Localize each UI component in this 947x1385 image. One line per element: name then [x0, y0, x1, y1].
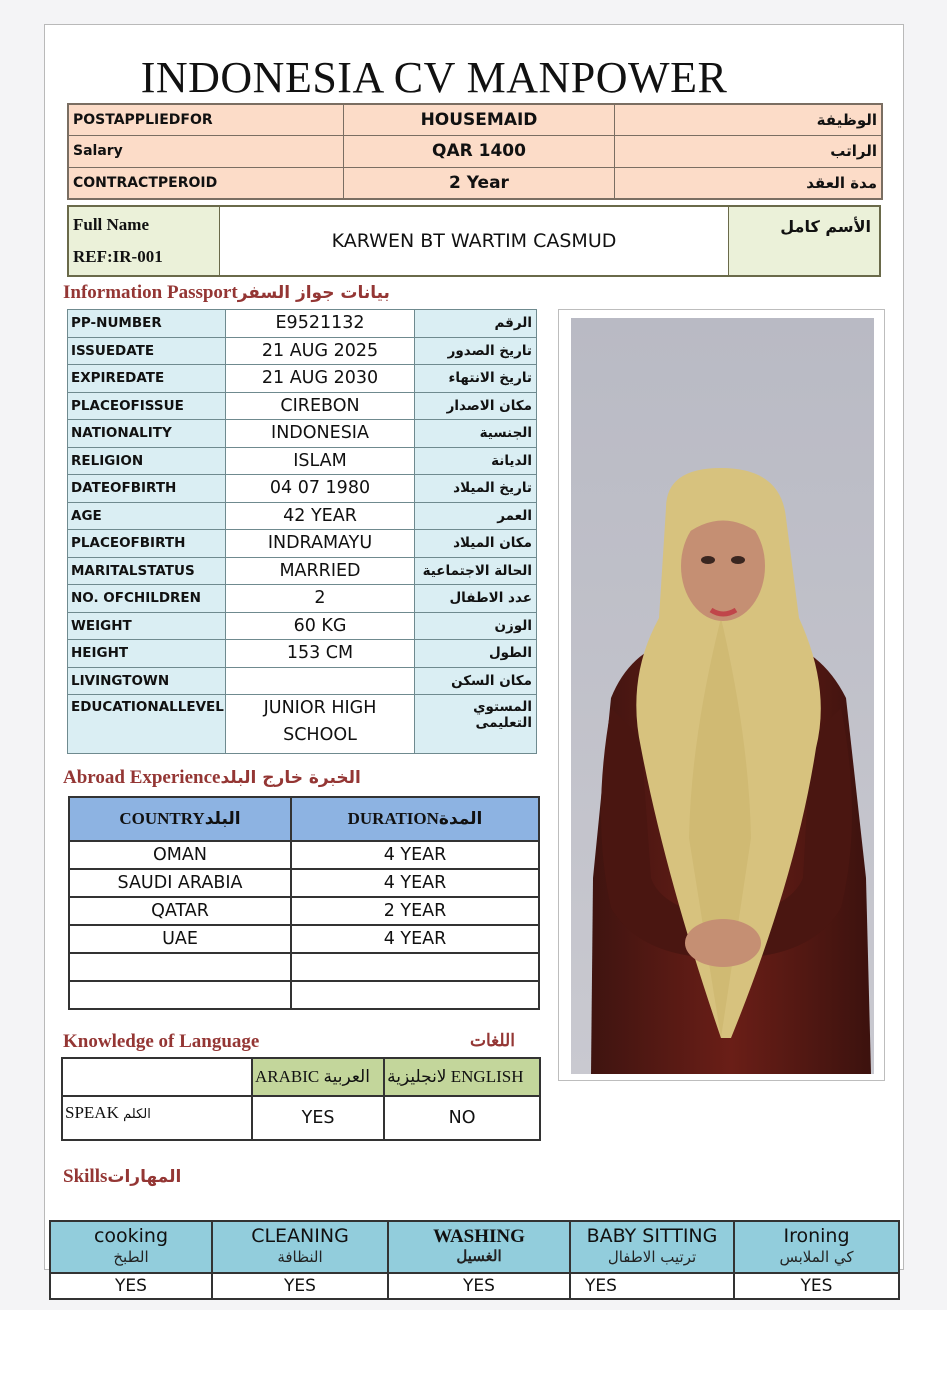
job-row-post — [68, 104, 882, 136]
pp-label-ar: المستوي التعليمى — [415, 695, 537, 754]
table-row — [69, 841, 539, 869]
english-header-en: ENGLISH — [450, 1067, 524, 1086]
experience-heading-ar: الخبرة خارج البلد — [220, 768, 361, 788]
pp-label: DATEOFBIRTH — [68, 475, 226, 503]
pp-value: INDONESIA — [226, 420, 415, 448]
table-row — [68, 337, 537, 365]
applicant-photo — [571, 318, 874, 1074]
speak-label-ar: الكلم — [123, 1107, 151, 1122]
pp-label-ar: مكان الاصدار — [415, 392, 537, 420]
table-row — [69, 981, 539, 1009]
speak-label — [62, 1096, 252, 1140]
pp-label-ar: العمر — [415, 502, 537, 530]
pp-label-ar: الوزن — [415, 612, 537, 640]
document-title: INDONESIA CV MANPOWER — [140, 53, 728, 102]
pp-value: 153 CM — [226, 640, 415, 668]
pp-label-ar: تاريخ الميلاد — [415, 475, 537, 503]
table-row — [68, 612, 537, 640]
table-row — [68, 557, 537, 585]
full-name-value: KARWEN BT WARTIM CASMUD — [220, 206, 729, 276]
experience-heading — [63, 767, 361, 789]
pp-label: ISSUEDATE — [68, 337, 226, 365]
duration-header-en: DURATION — [347, 809, 439, 828]
pp-value: JUNIOR HIGH SCHOOL — [226, 695, 415, 754]
job-value: 2 Year — [344, 167, 615, 199]
duration-cell — [291, 981, 539, 1009]
language-heading: Knowledge of Language — [63, 1031, 260, 1052]
country-header-ar: البلد — [204, 809, 241, 829]
experience-heading-en: Abroad Experience — [63, 767, 221, 788]
pp-label: EXPIREDATE — [68, 365, 226, 393]
language-table — [61, 1057, 541, 1141]
skills-heading-ar: المهارات — [107, 1167, 182, 1187]
passport-heading-en: Information Passport — [63, 282, 238, 303]
blank-cell — [62, 1058, 252, 1096]
pp-value: MARRIED — [226, 557, 415, 585]
job-label-ar: مدة العقد — [615, 167, 883, 199]
pp-label: RELIGION — [68, 447, 226, 475]
table-row — [68, 365, 537, 393]
skill-value: YES — [570, 1273, 734, 1299]
photo-frame — [558, 309, 885, 1081]
table-row — [68, 667, 537, 695]
speak-label-en: SPEAK — [65, 1103, 119, 1122]
table-row — [68, 310, 537, 338]
pp-label: WEIGHT — [68, 612, 226, 640]
english-header-ar: لانجليزية — [387, 1067, 447, 1087]
pp-label: MARITALSTATUS — [68, 557, 226, 585]
skill-name: CLEANING — [251, 1225, 349, 1247]
ref-number: REF:IR-001 — [73, 247, 163, 266]
english-header — [384, 1058, 540, 1096]
job-label: CONTRACTPEROID — [68, 167, 344, 199]
duration-cell: 2 YEAR — [291, 897, 539, 925]
pp-value: 21 AUG 2030 — [226, 365, 415, 393]
arabic-header — [252, 1058, 384, 1096]
skill-value: YES — [734, 1273, 899, 1299]
table-row — [68, 392, 537, 420]
pp-label: LIVINGTOWN — [68, 667, 226, 695]
language-heading-ar: اللغات — [470, 1031, 515, 1050]
country-cell — [69, 953, 291, 981]
job-value: QAR 1400 — [344, 136, 615, 167]
pp-label: PLACEOFISSUE — [68, 392, 226, 420]
country-cell: SAUDI ARABIA — [69, 869, 291, 897]
pp-label-ar: الجنسية — [415, 420, 537, 448]
pp-label: EDUCATIONALLEVEL — [68, 695, 226, 754]
job-label-ar: الوظيفة — [615, 104, 883, 136]
skills-heading-en: Skills — [63, 1166, 108, 1187]
language-header-row — [62, 1058, 540, 1096]
skill-cooking — [50, 1221, 212, 1273]
pp-label-ar: مكان الميلاد — [415, 530, 537, 558]
pp-label: NATIONALITY — [68, 420, 226, 448]
country-cell: OMAN — [69, 841, 291, 869]
duration-cell: 4 YEAR — [291, 869, 539, 897]
pp-value: CIREBON — [226, 392, 415, 420]
experience-header-row — [69, 797, 539, 841]
country-cell: UAE — [69, 925, 291, 953]
skills-table — [49, 1220, 900, 1300]
table-row — [68, 475, 537, 503]
skills-value-row — [50, 1273, 899, 1299]
skill-name: BABY SITTING — [586, 1225, 718, 1247]
pp-value: 21 AUG 2025 — [226, 337, 415, 365]
language-speak-row — [62, 1096, 540, 1140]
pp-label-ar: الرقم — [415, 310, 537, 338]
pp-label: NO. OFCHILDREN — [68, 585, 226, 613]
full-name-label-ar: الأسم كامل — [729, 206, 881, 276]
table-row — [69, 925, 539, 953]
english-value: NO — [384, 1096, 540, 1140]
job-row-salary — [68, 136, 882, 167]
experience-table — [68, 796, 540, 1010]
country-header-en: COUNTRY — [119, 809, 205, 828]
skill-value: YES — [50, 1273, 212, 1299]
pp-value: INDRAMAYU — [226, 530, 415, 558]
name-table — [67, 205, 881, 277]
skill-name-ar: الغسيل — [456, 1249, 502, 1265]
skill-name: Ironing — [783, 1225, 850, 1247]
duration-header-ar: المدة — [438, 809, 483, 829]
pp-value: 2 — [226, 585, 415, 613]
pp-label-ar: تاريخ الصدور — [415, 337, 537, 365]
table-row — [69, 953, 539, 981]
skill-name: WASHING — [433, 1226, 525, 1247]
pp-label-ar: عدد الاطفال — [415, 585, 537, 613]
skill-ironing — [734, 1221, 899, 1273]
pp-label-ar: الحالة الاجتماعية — [415, 557, 537, 585]
duration-header — [291, 797, 539, 841]
skill-washing — [388, 1221, 570, 1273]
table-row — [69, 869, 539, 897]
skill-value: YES — [388, 1273, 570, 1299]
full-name-label-cell — [68, 206, 220, 276]
table-row — [68, 695, 537, 754]
job-value: HOUSEMAID — [344, 104, 615, 136]
table-row — [68, 420, 537, 448]
table-row — [68, 640, 537, 668]
pp-value: 42 YEAR — [226, 502, 415, 530]
pp-value: E9521132 — [226, 310, 415, 338]
passport-heading — [63, 282, 390, 304]
table-row — [68, 530, 537, 558]
duration-cell: 4 YEAR — [291, 925, 539, 953]
pp-label-ar: الطول — [415, 640, 537, 668]
skill-name: cooking — [93, 1225, 169, 1247]
pp-label-ar: مكان السكن — [415, 667, 537, 695]
duration-cell — [291, 953, 539, 981]
duration-cell: 4 YEAR — [291, 841, 539, 869]
table-row — [68, 585, 537, 613]
passport-table — [67, 309, 537, 754]
applicant-photo-illustration — [571, 318, 874, 1074]
job-label: POSTAPPLIEDFOR — [68, 104, 344, 136]
job-table — [67, 103, 883, 200]
skill-value: YES — [212, 1273, 388, 1299]
pp-label: AGE — [68, 502, 226, 530]
arabic-header-ar: العربية — [323, 1067, 370, 1087]
table-row — [68, 447, 537, 475]
arabic-value: YES — [252, 1096, 384, 1140]
pp-label: PLACEOFBIRTH — [68, 530, 226, 558]
job-label: Salary — [68, 136, 344, 167]
pp-label-ar: الديانة — [415, 447, 537, 475]
arabic-header-en: ARABIC — [255, 1067, 320, 1086]
pp-label: PP-NUMBER — [68, 310, 226, 338]
pp-value: 04 07 1980 — [226, 475, 415, 503]
table-row — [68, 502, 537, 530]
skill-baby-sitting — [570, 1221, 734, 1273]
skills-header-row — [50, 1221, 899, 1273]
country-header — [69, 797, 291, 841]
skill-name-ar: الطبخ — [113, 1248, 149, 1266]
job-row-contract — [68, 167, 882, 199]
pp-value: 60 KG — [226, 612, 415, 640]
full-name-label: Full Name — [73, 215, 150, 234]
table-row — [69, 897, 539, 925]
skills-heading — [63, 1166, 181, 1188]
skill-name-ar: النظافة — [277, 1248, 323, 1266]
pp-label: HEIGHT — [68, 640, 226, 668]
skill-name-ar: ترتيب الاطفال — [607, 1248, 697, 1266]
job-label-ar: الراتب — [615, 136, 883, 167]
skill-cleaning — [212, 1221, 388, 1273]
pp-value: ISLAM — [226, 447, 415, 475]
pp-label-ar: تاريخ الانتهاء — [415, 365, 537, 393]
country-cell: QATAR — [69, 897, 291, 925]
pp-value — [226, 667, 415, 695]
country-cell — [69, 981, 291, 1009]
skill-name-ar: كي الملابس — [779, 1248, 854, 1266]
passport-heading-ar: بيانات جواز السفر — [237, 283, 390, 303]
